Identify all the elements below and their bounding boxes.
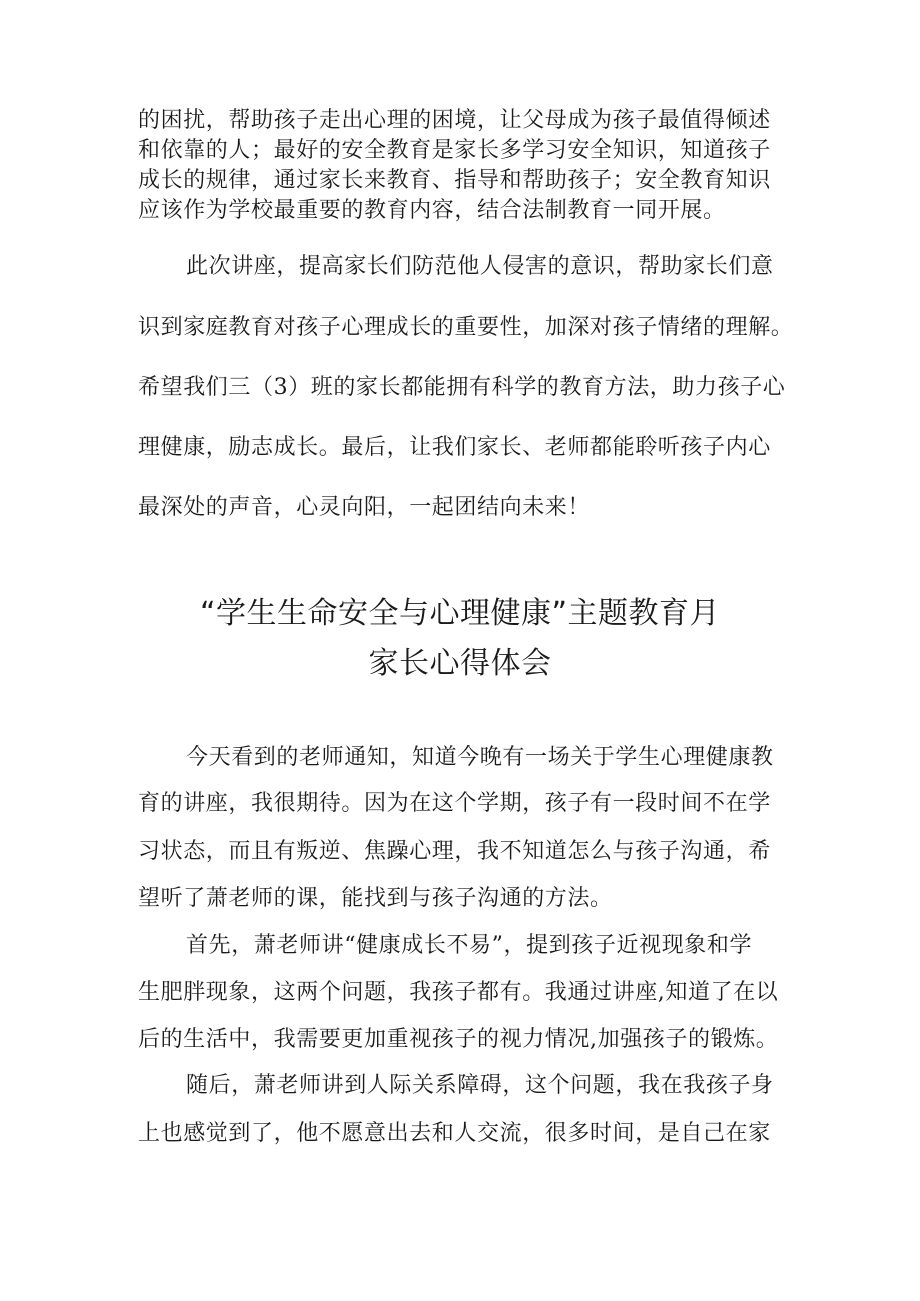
text-line: 随后，萧老师讲到人际关系障碍，这个问题，我在我孩子身 [186, 1073, 774, 1098]
text-line: 今天看到的老师通知，知道今晚有一场关于学生心理健康教 [186, 745, 774, 770]
document-title: “学生生命安全与心理健康”主题教育月 [199, 596, 721, 631]
text-line: 此次讲座，提高家长们防范他人侵害的意识，帮助家长们意 [186, 254, 774, 279]
text-line: 应该作为学校最重要的教育内容，结合法制教育一同开展。 [138, 198, 726, 223]
text-line: 后的生活中，我需要更加重视孩子的视力情况,加强孩子的锻炼。 [138, 1027, 779, 1052]
text-line: 识到家庭教育对孩子心理成长的重要性，加深对孩子情绪的理解。 [138, 315, 794, 340]
text-line: 望听了萧老师的课，能找到与孩子沟通的方法。 [138, 886, 613, 911]
text-line: 希望我们三（3）班的家长都能拥有科学的教育方法，助力孩子心 [138, 375, 786, 400]
document-subtitle: 家长心得体会 [368, 646, 552, 681]
text-line: 上也感觉到了，他不愿意出去和人交流，很多时间，是自己在家 [138, 1121, 771, 1146]
text-line: 生肥胖现象，这两个问题，我孩子都有。我通过讲座,知道了在以 [138, 980, 779, 1005]
text-line: 的困扰，帮助孩子走出心理的困境，让父母成为孩子最值得倾述 [138, 108, 771, 133]
text-line: 育的讲座，我很期待。因为在这个学期，孩子有一段时间不在学 [138, 791, 771, 816]
text-line: 习状态，而且有叛逆、焦躁心理，我不知道怎么与孩子沟通，希 [138, 839, 771, 864]
text-line: 理健康，励志成长。最后，让我们家长、老师都能聆听孩子内心 [138, 435, 771, 460]
text-line: 和依靠的人；最好的安全教育是家长多学习安全知识，知道孩子 [138, 138, 771, 163]
text-line: 最深处的声音，心灵向阳，一起团结向未来！ [138, 495, 591, 520]
text-line: 首先，萧老师讲“健康成长不易”，提到孩子近视现象和学 [186, 933, 753, 958]
text-line: 成长的规律，通过家长来教育、指导和帮助孩子；安全教育知识 [138, 168, 771, 193]
